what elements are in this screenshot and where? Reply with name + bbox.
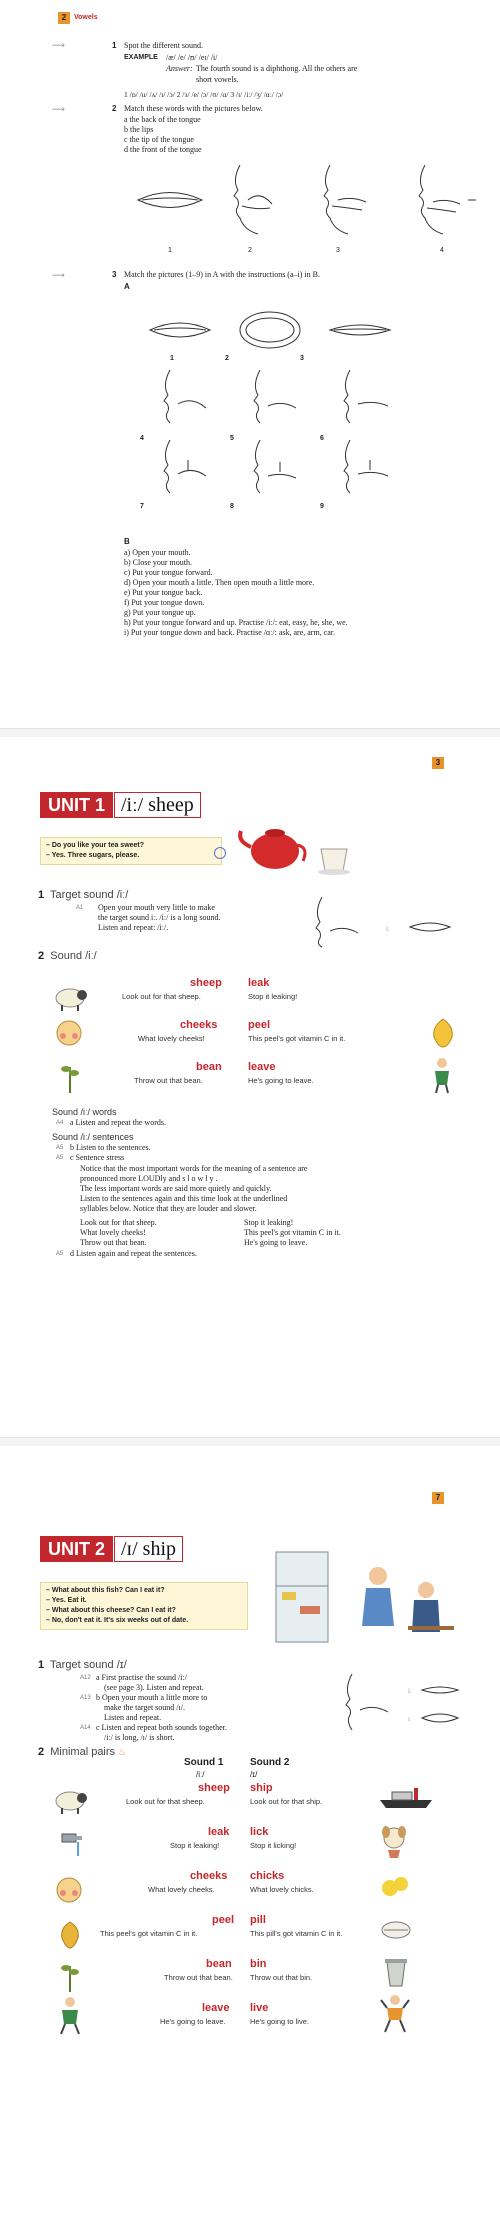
unit-title: /iː/ sheep — [114, 792, 201, 818]
ex2-label-2: 2 — [248, 247, 252, 254]
pair-sentence-1: Look out for that sheep. — [126, 1797, 205, 1806]
stress-right-2: This peel's got vitamin C in it. — [244, 1228, 341, 1237]
mouth-diagram — [330, 1674, 470, 1734]
target-sound-heading — [38, 889, 128, 901]
ex3-label-6: 6 — [320, 435, 324, 442]
peel-illustration — [58, 1920, 82, 1950]
sheep-illustration — [52, 1788, 88, 1814]
dialog-line-4: – No, don't eat it. It's six weeks out of date. — [46, 1617, 189, 1624]
stress-left-3: Throw out that bean. — [80, 1238, 147, 1247]
ex3-instruction-i: i) Put your tongue down and back. Practise /ɑː/: ask, are, arm, car. — [124, 628, 336, 637]
ex3-label-4: 4 — [140, 435, 144, 442]
dog-illustration — [378, 1824, 410, 1858]
words-heading: Sound /iː/ words — [52, 1107, 117, 1117]
pair-word-3: leak — [208, 1826, 230, 1838]
dialog-box — [40, 1582, 248, 1630]
pair-word-7: peel — [212, 1914, 235, 1926]
pair-sentence-3: What lovely cheeks! — [138, 1034, 205, 1043]
pair-word-4: lick — [250, 1826, 269, 1838]
sec1-b-3: Listen and repeat. — [104, 1713, 162, 1722]
ex3-instruction-g: g) Put your tongue up. — [124, 608, 196, 617]
sec1-b-2: make the target sound /ɪ/. — [104, 1703, 185, 1712]
sentences-d: d Listen again and repeat the sentences. — [70, 1249, 197, 1258]
cd-track-icon: A4 — [56, 1120, 64, 1126]
sec2-num: 2 — [38, 1746, 45, 1758]
words-instruction: a Listen and repeat the words. — [70, 1118, 166, 1127]
stress-text-4: Listen to the sentences again and this time look at the underlined — [80, 1194, 288, 1203]
ex2-option-c: c the tip of the tongue — [124, 135, 194, 144]
ex3-instruction-h: h) Put your tongue forward and up. Practise /iː/: eat, easy, he, she, we. — [124, 618, 348, 627]
pair-word-6: leave — [248, 1061, 276, 1073]
sec1-num: 1 — [38, 1659, 45, 1671]
pair-sentence-8: This pill's got vitamin C in it. — [250, 1929, 343, 1938]
ex1-answer-text: The fourth sound is a diphthong. All the others are — [196, 64, 358, 73]
section-title: Vowels — [74, 14, 98, 21]
pair-word-2: ship — [250, 1782, 273, 1794]
pair-word-11: leave — [202, 2002, 230, 2014]
cd-track-icon: A5 — [56, 1145, 64, 1151]
face-illustration — [56, 1876, 82, 1904]
ex3-label-9: 9 — [320, 503, 324, 510]
dialog-line-1: – Do you like your tea sweet? — [46, 842, 145, 849]
pair-word-4: peel — [248, 1019, 271, 1031]
ex1-answer-text-2: short vowels. — [196, 75, 239, 84]
ship-illustration — [378, 1786, 434, 1810]
pair-sentence-4: This peel's got vitamin C in it. — [248, 1034, 346, 1043]
cd-track-icon: A14 — [80, 1725, 91, 1731]
ex3-label-2: 2 — [225, 355, 229, 362]
tap-illustration — [58, 1830, 84, 1860]
fridge-scene-illustration — [258, 1546, 458, 1646]
pair-sentence-11: He's going to leave. — [160, 2017, 226, 2026]
page-unit-2 — [0, 1446, 500, 2219]
cd-track-icon: A12 — [80, 1675, 91, 1681]
pair-sentence-2: Stop it leaking! — [248, 992, 298, 1001]
page-number: 7 — [432, 1492, 444, 1504]
ex3-a-label: A — [124, 282, 130, 291]
cd-track-icon: A5 — [56, 1251, 64, 1257]
sec2-label: Minimal pairs — [50, 1746, 116, 1758]
ex2-option-a: a the back of the tongue — [124, 115, 201, 124]
lemon-illustration — [430, 1017, 456, 1049]
pair-word-5: bean — [196, 1061, 222, 1073]
minimal-pairs-heading — [38, 1746, 126, 1758]
listen-arrow-icon: ⟿ — [52, 104, 65, 114]
cd-track-icon: A13 — [80, 1695, 91, 1701]
ex3-b-label: B — [124, 537, 130, 546]
col1-sound: /iː/ — [196, 1770, 205, 1779]
ex2-label-1: 1 — [168, 247, 172, 254]
ex3-num: 3 — [112, 270, 117, 279]
sec1-text-3: Listen and repeat: /iː/. — [98, 923, 169, 932]
sec1-label: Target sound — [50, 1659, 114, 1671]
ex1-title: Spot the different sound. — [124, 41, 203, 50]
ex3-instruction-f: f) Put your tongue down. — [124, 598, 205, 607]
face-illustration — [56, 1019, 82, 1047]
listen-arrow-icon: ⟿ — [52, 40, 65, 50]
mouth-label-1: iː — [408, 1687, 412, 1695]
col1-head: Sound 1 — [184, 1757, 224, 1768]
sentences-b: b Listen to the sentences. — [70, 1143, 151, 1152]
bin-illustration — [384, 1956, 408, 1986]
sec1-text-2: the target sound iː. /iː/ is a long sound. — [98, 913, 221, 922]
pair-word-9: bean — [206, 1958, 232, 1970]
ex2-label-3: 3 — [336, 247, 340, 254]
ex2-option-b: b the lips — [124, 125, 154, 134]
stress-left-2: What lovely cheeks! — [80, 1228, 146, 1237]
stress-text-3: The less important words are said more quietly and quickly. — [80, 1184, 272, 1193]
sentences-c: c Sentence stress — [70, 1153, 125, 1162]
pair-word-2: leak — [248, 977, 270, 989]
stress-text-5: syllables below. Notice that they are louder and slower. — [80, 1204, 257, 1213]
ex3-instruction-c: c) Put your tongue forward. — [124, 568, 213, 577]
stress-text-2: pronounced more LOUDly and s l o w l y . — [80, 1174, 218, 1183]
pair-sentence-6: What lovely chicks. — [250, 1885, 314, 1894]
person-illustration — [430, 1057, 454, 1093]
sec1-a-1: a First practise the sound /iː/ — [96, 1673, 187, 1682]
pair-word-10: bin — [250, 1958, 267, 1970]
ex3-label-3: 3 — [300, 355, 304, 362]
ex1-answer-label: Answer: — [166, 64, 193, 73]
stress-right-1: Stop it leaking! — [244, 1218, 294, 1227]
col2-sound: /ɪ/ — [250, 1770, 258, 1779]
stress-left-1: Look out for that sheep. — [80, 1218, 157, 1227]
teapot-illustration — [235, 817, 365, 877]
pair-word-3: cheeks — [180, 1019, 218, 1031]
speaker-icon: ♨ — [118, 1747, 127, 1757]
sec2-num: 2 — [38, 950, 45, 962]
bean-plant-illustration — [60, 1958, 80, 1992]
page-number: 2 — [58, 12, 70, 24]
mouth-diagram — [300, 897, 460, 947]
sec1-c-1: c Listen and repeat both sounds together. — [96, 1723, 227, 1732]
ex2-mouth-diagrams — [130, 160, 470, 240]
chicks-illustration — [380, 1872, 410, 1900]
unit-label: UNIT 2 — [40, 1536, 113, 1562]
pair-sentence-9: Throw out that bean. — [164, 1973, 233, 1982]
dialog-line-3: – What about this cheese? Can I eat it? — [46, 1607, 176, 1614]
pair-sentence-5: What lovely cheeks. — [148, 1885, 215, 1894]
ex3-title: Match the pictures (1–9) in A with the instructions (a–i) in B. — [124, 270, 320, 279]
circle-icon — [214, 847, 226, 859]
dialog-box — [40, 837, 222, 865]
col2-head: Sound 2 — [250, 1757, 290, 1768]
sound-heading — [38, 950, 97, 962]
pair-word-1: sheep — [190, 977, 222, 989]
sec1-num: 1 — [38, 889, 45, 901]
ex2-option-d: d the front of the tongue — [124, 145, 202, 154]
dialog-line-2: – Yes. Eat it. — [46, 1597, 87, 1604]
cd-track-icon: A5 — [56, 1155, 64, 1161]
stress-text-1: Notice that the most important words for the meaning of a sentence are — [80, 1164, 308, 1173]
ex3-label-1: 1 — [170, 355, 174, 362]
pair-sentence-6: He's going to leave. — [248, 1076, 314, 1085]
ex3-instruction-d: d) Open your mouth a little. Then open mouth a little more. — [124, 578, 315, 587]
ex3-label-8: 8 — [230, 503, 234, 510]
sec1-a-2: (see page 3). Listen and repeat. — [104, 1683, 204, 1692]
pair-sentence-5: Throw out that bean. — [134, 1076, 203, 1085]
unit-title: /ɪ/ ship — [114, 1536, 183, 1562]
ex3-instruction-b: b) Close your mouth. — [124, 558, 192, 567]
sentences-heading: Sound /iː/ sentences — [52, 1132, 134, 1142]
ex1-example-sounds: /æ/ /e/ /ʊ/ /eɪ/ /i/ — [166, 53, 218, 62]
page-number: 3 — [432, 757, 444, 769]
pair-word-12: live — [250, 2002, 269, 2014]
dialog-line-1: – What about this fish? Can I eat it? — [46, 1587, 165, 1594]
ex2-label-4: 4 — [440, 247, 444, 254]
target-sound-heading — [38, 1659, 127, 1671]
sec2-label: Sound — [50, 950, 83, 962]
sec1-text-1: Open your mouth very little to make — [98, 903, 215, 912]
dialog-line-2: – Yes. Three sugars, please. — [46, 852, 140, 859]
ex3-instruction-e: e) Put your tongue back. — [124, 588, 203, 597]
pair-sentence-2: Look out for that ship. — [250, 1797, 323, 1806]
sec1-sound: /ɪ/ — [116, 1659, 127, 1671]
pill-illustration — [380, 1920, 412, 1940]
pair-sentence-7: This peel's got vitamin C in it. — [100, 1929, 198, 1938]
ex1-num: 1 — [112, 41, 117, 50]
ex3-mouth-diagrams — [130, 290, 430, 510]
stress-right-3: He's going to leave. — [244, 1238, 308, 1247]
unit-label: UNIT 1 — [40, 792, 113, 818]
sheep-illustration — [52, 985, 88, 1011]
person-illustration — [56, 1996, 84, 2034]
cd-track-icon: A1 — [76, 905, 84, 911]
mouth-label: iː — [386, 925, 390, 933]
bean-plant-illustration — [60, 1059, 80, 1093]
pair-sentence-10: Throw out that bin. — [250, 1973, 313, 1982]
page-vowels — [0, 0, 500, 728]
ex3-label-5: 5 — [230, 435, 234, 442]
mouth-label-2: ɪ — [408, 1715, 410, 1723]
sec1-sound: /iː/ — [116, 889, 129, 901]
listen-arrow-icon: ⟿ — [52, 270, 65, 280]
ex2-title: Match these words with the pictures below. — [124, 104, 263, 113]
pair-sentence-12: He's going to live. — [250, 2017, 309, 2026]
pair-word-6: chicks — [250, 1870, 285, 1882]
pair-sentence-1: Look out for that sheep. — [122, 992, 201, 1001]
pair-word-1: sheep — [198, 1782, 230, 1794]
pair-sentence-3: Stop it leaking! — [170, 1841, 220, 1850]
sec1-label: Target sound — [50, 889, 114, 901]
pair-sentence-4: Stop it licking! — [250, 1841, 297, 1850]
ex3-label-7: 7 — [140, 503, 144, 510]
sec1-c-2: /iː/ is long, /ɪ/ is short. — [104, 1733, 175, 1742]
ex1-items: 1 /ɒ/ /u/ /ʌ/ /ɪ/ /ɔ/ 2 /ɜ/ /e/ /ɔ/ /ʊ/ /ɑ/ 3 /ɪ/ /iː/ /ʒ/ /ɑː/ /ɔ/ — [124, 90, 284, 99]
ex3-instruction-a: a) Open your mouth. — [124, 548, 191, 557]
page-unit-1 — [0, 737, 500, 1437]
jumping-person-illustration — [380, 1994, 410, 2034]
ex1-example-label: EXAMPLE — [124, 54, 158, 61]
ex2-num: 2 — [112, 104, 117, 113]
pair-word-8: pill — [250, 1914, 266, 1926]
sec2-sound: /iː/ — [85, 950, 97, 962]
pair-word-5: cheeks — [190, 1870, 228, 1882]
sec1-b-1: b Open your mouth a little more to — [96, 1693, 208, 1702]
